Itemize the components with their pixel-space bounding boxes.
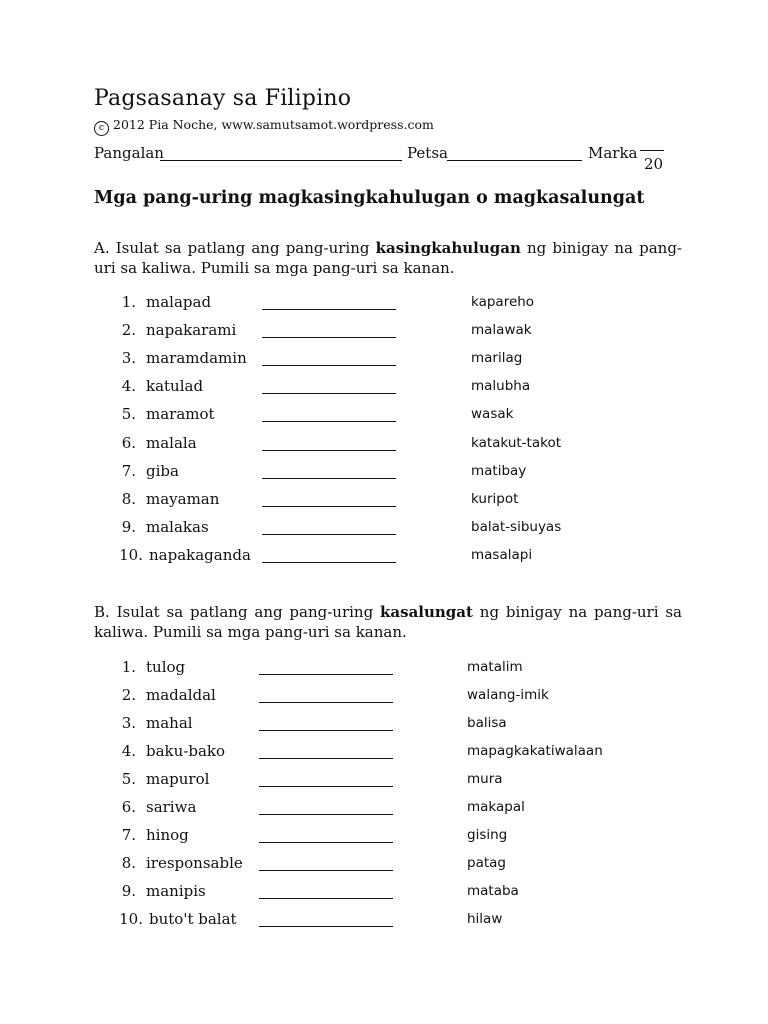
part-a-instruction-post: ng binigay na pang-uri sa kaliwa. Pumili sa mga pang-uri sa kanan.: [94, 239, 682, 277]
part-a-instruction-keyword: kasingkahulugan: [375, 239, 521, 257]
choice-word: malawak: [471, 322, 532, 339]
answer-blank[interactable]: [259, 758, 393, 759]
choice-word: balat-sibuyas: [471, 518, 562, 535]
answer-blank[interactable]: [259, 702, 393, 703]
exercise-row: [0, 546, 768, 568]
copyright-line: [94, 117, 434, 136]
choice-word: patag: [467, 855, 506, 871]
name-label: Pangalan: [94, 144, 164, 162]
item-number: 7.: [121, 461, 136, 480]
answer-blank[interactable]: [262, 478, 396, 479]
part-b-instructions: [94, 602, 682, 642]
exercise-row: [0, 854, 768, 876]
exercise-row: [0, 714, 768, 736]
answer-blank[interactable]: [259, 870, 393, 871]
exercise-row: [0, 405, 768, 427]
answer-blank[interactable]: [262, 450, 396, 451]
item-number: 7.: [121, 826, 136, 844]
answer-blank[interactable]: [259, 814, 393, 815]
choice-word: makapal: [467, 799, 525, 815]
choice-word: kuripot: [471, 490, 519, 507]
date-field[interactable]: [447, 160, 582, 161]
choice-word: matibay: [471, 462, 527, 479]
item-number: 5.: [121, 770, 136, 788]
item-word: madaldal: [146, 686, 216, 704]
date-label: Petsa: [407, 144, 448, 162]
exercise-row: [0, 349, 768, 371]
section-title: Mga pang-uring magkasingkahulugan o magkasalungat: [94, 188, 645, 208]
item-number: 6.: [121, 433, 136, 452]
choice-word: matalim: [467, 659, 523, 675]
item-number: 3.: [121, 349, 136, 368]
answer-blank[interactable]: [262, 309, 396, 310]
item-number: 4.: [121, 742, 136, 760]
exercise-row: [0, 910, 768, 932]
score-field[interactable]: [640, 150, 664, 151]
part-b-instruction-keyword: kasalungat: [380, 603, 473, 621]
exercise-row: [0, 742, 768, 764]
item-number: 9.: [121, 882, 136, 900]
item-word: tulog: [146, 658, 186, 676]
item-word: maramdamin: [146, 349, 247, 368]
item-word: sariwa: [146, 798, 197, 816]
answer-blank[interactable]: [259, 786, 393, 787]
item-number: 8.: [121, 854, 136, 872]
choice-word: marilag: [471, 350, 523, 367]
item-number: 10.: [119, 910, 143, 928]
choice-word: wasak: [471, 406, 514, 423]
exercise-row: [0, 770, 768, 792]
choice-word: hilaw: [467, 911, 503, 927]
score-label: Marka: [588, 144, 638, 162]
item-word: malakas: [146, 517, 209, 536]
exercise-row: [0, 462, 768, 484]
item-word: manipis: [146, 882, 206, 900]
exercise-row: [0, 293, 768, 315]
exercise-row: [0, 490, 768, 512]
exercise-row: [0, 686, 768, 708]
item-word: hinog: [146, 826, 189, 844]
item-word: malala: [146, 433, 197, 452]
choice-word: walang-imik: [467, 687, 549, 703]
choice-word: masalapi: [471, 546, 533, 563]
answer-blank[interactable]: [259, 674, 393, 675]
name-field[interactable]: [160, 160, 402, 161]
item-word: mapurol: [146, 770, 210, 788]
copyright-icon: c: [94, 121, 109, 136]
copyright-text: 2012 Pia Noche, www.samutsamot.wordpress.com: [113, 117, 434, 132]
item-number: 10.: [119, 545, 143, 564]
score-total: 20: [644, 155, 664, 173]
exercise-row: [0, 658, 768, 680]
answer-blank[interactable]: [262, 506, 396, 507]
answer-blank[interactable]: [262, 534, 396, 535]
item-word: giba: [146, 461, 179, 480]
exercise-row: [0, 798, 768, 820]
part-b-instruction-pre: B. Isulat sa patlang ang pang-uring: [94, 603, 381, 621]
choice-word: kapareho: [471, 294, 535, 310]
item-word: katulad: [146, 377, 204, 396]
choice-word: mataba: [467, 883, 519, 899]
exercise-row: [0, 882, 768, 904]
exercise-row: [0, 434, 768, 456]
choice-word: mura: [467, 771, 503, 787]
answer-blank[interactable]: [259, 842, 393, 843]
answer-blank[interactable]: [259, 926, 393, 927]
item-number: 1.: [121, 658, 136, 676]
item-word: mayaman: [146, 489, 220, 508]
item-number: 5.: [121, 405, 136, 424]
item-number: 2.: [121, 321, 136, 340]
exercise-row: [0, 826, 768, 848]
answer-blank[interactable]: [262, 393, 396, 394]
answer-blank[interactable]: [259, 730, 393, 731]
part-b-instruction-post: ng binigay na pang-uri sa kaliwa. Pumili sa mga pang-uri sa kanan.: [94, 603, 682, 641]
part-a-instruction-pre: A. Isulat sa patlang ang pang-uring: [94, 239, 376, 257]
item-word: napakaganda: [149, 545, 251, 564]
answer-blank[interactable]: [259, 898, 393, 899]
item-word: malapad: [146, 293, 212, 311]
item-number: 4.: [121, 377, 136, 396]
answer-blank[interactable]: [262, 421, 396, 422]
item-number: 6.: [121, 798, 136, 816]
item-word: baku-bako: [146, 742, 226, 760]
answer-blank[interactable]: [262, 337, 396, 338]
exercise-row: [0, 518, 768, 540]
item-word: mahal: [146, 714, 193, 732]
answer-blank[interactable]: [262, 562, 396, 563]
item-number: 9.: [121, 517, 136, 536]
item-word: napakarami: [146, 321, 237, 340]
item-number: 2.: [121, 686, 136, 704]
answer-blank[interactable]: [262, 365, 396, 366]
choice-word: malubha: [471, 378, 531, 395]
exercise-row: [0, 377, 768, 399]
part-a-instructions: [94, 238, 682, 278]
choice-word: katakut-takot: [471, 434, 561, 451]
choice-word: mapagkakatiwalaan: [467, 743, 603, 759]
choice-word: balisa: [467, 715, 507, 731]
item-number: 3.: [121, 714, 136, 732]
exercise-row: [0, 321, 768, 343]
choice-word: gising: [467, 827, 508, 843]
page-title: Pagsasanay sa Filipino: [94, 86, 352, 111]
item-number: 8.: [121, 489, 136, 508]
item-number: 1.: [121, 293, 136, 311]
item-word: iresponsable: [146, 854, 243, 872]
item-word: buto't balat: [149, 910, 237, 928]
item-word: maramot: [146, 405, 215, 424]
